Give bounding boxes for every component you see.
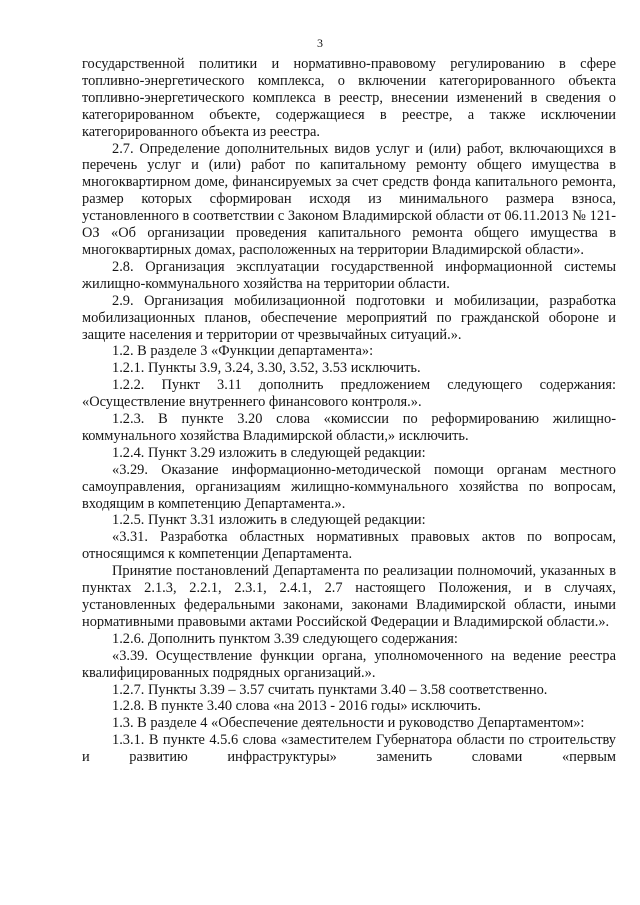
paragraph-continuation: государственной политики и нормативно-правовому регулированию в сфере топливно-энергетического комплекса, о включении категорированного объекта топливно-энергетического комплекса в реестр, внесении изменений в сведения о категорированном объекте, содержащиеся в реестре, а также исключении категорированного объекта из реестра. [82, 56, 616, 140]
paragraph-1-3-1: 1.3.1. В пункте 4.5.6 слова «заместителем Губернатора области по строительству и развитию инфраструктуры» заменить словами «первым [82, 732, 616, 766]
paragraph-1-3: 1.3. В разделе 4 «Обеспечение деятельности и руководство Департаментом»: [112, 715, 585, 732]
paragraph-3-39-text: «3.39. Осуществление функции органа, уполномоченного на ведение реестра квалифицированных подрядных организаций.». [82, 647, 616, 681]
paragraph-1-2-3: 1.2.3. В пункте 3.20 слова «комиссии по реформированию жилищно-коммунального хозяйства Владимирской области,» исключить. [82, 411, 616, 444]
paragraph-1-2-4: 1.2.4. Пункт 3.29 изложить в следующей редакции: [112, 444, 426, 461]
paragraph-1-2-8: 1.2.8. В пункте 3.40 слова «на 2013 - 2016 годы» исключить. [112, 698, 481, 715]
paragraph-2-7: 2.7. Определение дополнительных видов услуг и (или) работ, включающихся в перечень услуг и (или) работ по капитальному ремонту общего имущества в многоквартирном доме, финансируемых за счет средств фонда капитального ремонта, размер которых сформирован исходя из минимального размера взноса, установленного в соответствии с Законом Владимирской области от 06.11.2013 № 121-ОЗ «Об организации проведения капитального ремонта общего имущества в многоквартирных домах, расположенных на территории Владимирской области». [82, 140, 616, 258]
paragraph-1-2: 1.2. В разделе 3 «Функции департамента»: [112, 343, 374, 360]
page-number: 3 [317, 36, 323, 50]
paragraph-1-2-1: 1.2.1. Пункты 3.9, 3.24, 3.30, 3.52, 3.53 исключить. [112, 360, 421, 377]
paragraph-3-31-text: «3.31. Разработка областных нормативных правовых актов по вопросам, относящимся к компетенции Департамента. [82, 529, 616, 563]
paragraph-1-2-2: 1.2.2. Пункт 3.11 дополнить предложением следующего содержания: «Осуществление внутреннего финансового контроля.». [82, 377, 616, 411]
paragraph-decrees: Принятие постановлений Департамента по реализации полномочий, указанных в пунктах 2.1.3, 2.2.1, 2.3.1, 2.4.1, 2.7 настоящего Положения, и в случаях, установленных федеральными законами, законами Владимирской области, иными нормативными правовыми актами Российской Федерации и Владимирской области.». [82, 563, 616, 630]
paragraph-1-2-6: 1.2.6. Дополнить пунктом 3.39 следующего содержания: [112, 630, 458, 647]
paragraph-1-2-7: 1.2.7. Пункты 3.39 – 3.57 считать пунктами 3.40 – 3.58 соответственно. [112, 681, 548, 698]
paragraph-2-9: 2.9. Организация мобилизационной подготовки и мобилизации, разработка мобилизационных планов, обеспечение мероприятий по гражданской обороне и защите населения и территории от чрезвычайных ситуаций.». [82, 292, 616, 343]
paragraph-1-2-5: 1.2.5. Пункт 3.31 изложить в следующей редакции: [112, 512, 426, 529]
paragraph-2-8: 2.8. Организация эксплуатации государственной информационной системы жилищно-коммунального хозяйства на территории области. [82, 258, 616, 292]
paragraph-3-29-text: «3.29. Оказание информационно-методической помощи органам местного самоуправления, организациям жилищно-коммунального хозяйства по вопросам, входящим в компетенцию Департамента.». [82, 461, 616, 512]
document-body [82, 56, 616, 766]
